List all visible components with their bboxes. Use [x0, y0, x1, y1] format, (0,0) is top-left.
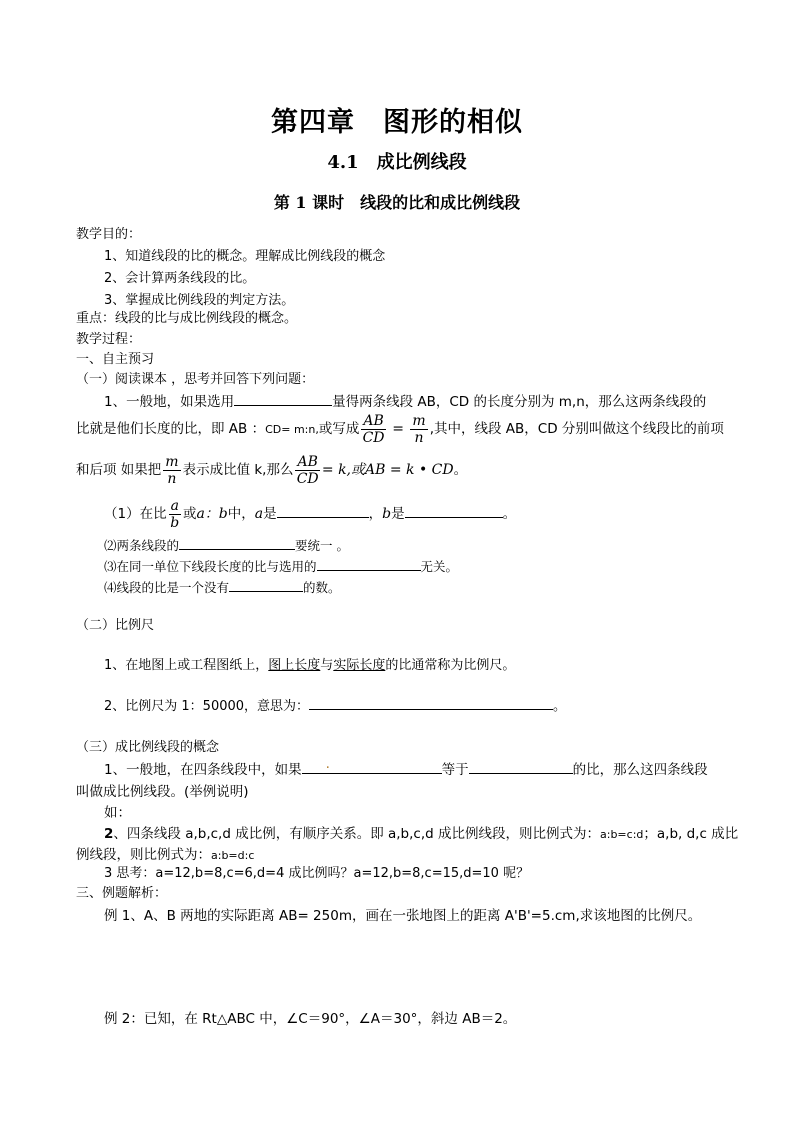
paragraph-line — [104, 654, 515, 673]
question-line — [104, 578, 341, 596]
question-line — [104, 557, 458, 575]
text: ， — [368, 506, 383, 522]
fill-blank[interactable] — [234, 392, 332, 406]
question-line — [104, 536, 349, 554]
fill-blank[interactable] — [277, 504, 369, 518]
paragraph-line — [104, 390, 706, 410]
question-line — [104, 494, 516, 534]
text: 或写成 — [318, 421, 360, 437]
paragraph-line: 比就是他们长度的比，即 AB ：CD= m:n,或写成 $\frac{AB}{CD}$ = $\frac{m}{n}$ ,其中，线段 AB，CD 分别叫做这个线段比的前项 — [76, 412, 724, 446]
text: 。 — [453, 462, 468, 478]
text: ；a,b, d,c 成比 — [643, 826, 739, 842]
paragraph-line — [76, 843, 254, 863]
text: 的比，那么这四条线段 — [572, 762, 708, 778]
text: （1）在比 — [104, 506, 167, 522]
text: ,其中，线段 AB，CD 分别叫做这个线段比的前项 — [429, 421, 724, 437]
text: 或 — [182, 506, 197, 522]
text: 表示成比值 k,那么 — [182, 462, 294, 478]
paragraph-line — [104, 758, 708, 778]
text: ⑶在同一单位下线段长度的比与选用的 — [104, 559, 317, 574]
text: 是 — [391, 506, 405, 522]
paragraph-line — [76, 450, 467, 490]
numerator: AB — [363, 412, 384, 429]
text: 要统一 。 — [295, 538, 349, 553]
text: ⑵两条线段的 — [104, 538, 180, 553]
text: 中， — [227, 506, 255, 522]
text: 无关。 — [420, 559, 459, 574]
page-title: 第四章 图形的相似 — [271, 107, 523, 138]
fill-blank[interactable] — [317, 557, 421, 571]
text: 2 — [104, 826, 114, 842]
denominator: n — [414, 429, 424, 446]
subsection-heading: （三）成比例线段的概念 — [76, 740, 220, 755]
example-2: 例 2：已知，在 Rt△ABC 中，∠C＝90°，∠A＝30°，斜边 AB＝2。 — [104, 1011, 517, 1027]
paragraph-line: 3 思考：a=12,b=8,c=6,d=4 成比例吗？a=12,b=8,c=15,d=10 呢？ — [104, 866, 530, 881]
paragraph-line: 叫做成比例线段。(举例说明) — [76, 784, 249, 800]
text: 例线段，则比例式为： — [76, 847, 211, 863]
text: 1、在地图上或工程图纸上， — [104, 658, 269, 673]
paragraph-line — [104, 695, 566, 714]
text: 。 — [553, 699, 567, 714]
text: 2、比例尺为 1：50000，意思为： — [104, 699, 310, 714]
denominator: b — [170, 514, 180, 531]
denominator: CD — [362, 429, 385, 446]
objective-item: 1、知道线段的比的概念。理解成比例线段的概念 — [104, 249, 386, 264]
numerator: m — [165, 453, 179, 470]
example-1: 例 1、A、B 两地的实际距离 AB= 250m，画在一张地图上的距离 A'B'=5.cm,求该地图的比例尺。 — [104, 908, 702, 924]
objectives-label: 教学目的： — [76, 227, 142, 242]
part-heading: 三、例题解析： — [76, 886, 168, 901]
denominator: CD — [296, 470, 319, 487]
objective-item: 2、会计算两条线段的比。 — [104, 271, 256, 286]
text: 的数。 — [303, 580, 341, 595]
text: 量得两条线段 AB，CD 的长度分别为 m,n，那么这两条线段的 — [332, 394, 707, 410]
fraction-a-b — [169, 498, 181, 531]
var-a: a — [254, 506, 264, 522]
underlined-term: 图上长度 — [268, 658, 321, 673]
underlined-term: 实际长度 — [333, 658, 386, 673]
denominator: n — [167, 470, 177, 487]
section-title: 4.1 成比例线段 — [327, 152, 467, 173]
key-point: 重点：线段的比与成比例线段的概念。 — [76, 311, 298, 326]
paragraph-line — [104, 822, 738, 842]
text: 的比通常称为比例尺。 — [385, 658, 516, 673]
text: a:b=c:d — [600, 828, 644, 841]
var-b: b — [382, 506, 392, 522]
process-label: 教学过程： — [76, 332, 142, 347]
lesson-title: 第 1 课时 线段的比和成比例线段 — [273, 193, 521, 212]
text: 、四条线段 a,b,c,d 成比例，有顺序关系。即 a,b,c,d 成比例线段，则比例式为： — [113, 826, 600, 842]
fill-blank[interactable] — [309, 696, 553, 710]
fraction-m-n — [163, 454, 180, 487]
fraction-ab-cd — [361, 413, 385, 446]
text: CD= m:n, — [265, 423, 319, 436]
fraction-m-n — [410, 413, 427, 446]
text: a:b=d:c — [211, 849, 255, 862]
fill-blank[interactable] — [405, 504, 503, 518]
part-heading: 一、自主预习 — [76, 352, 155, 367]
dot: . — [325, 756, 330, 772]
fill-blank[interactable] — [469, 760, 573, 774]
formula: = k,或AB = k • CD — [321, 462, 454, 478]
text: 1、一般地，如果选用 — [104, 394, 235, 410]
text: 1、一般地，在四条线段中，如果 — [104, 762, 302, 778]
numerator: m — [412, 412, 426, 429]
numerator: a — [170, 497, 179, 514]
text: 。 — [502, 506, 517, 522]
text: 和后项 如果把 — [76, 462, 162, 478]
fill-blank[interactable] — [302, 756, 442, 774]
fill-blank[interactable] — [179, 536, 295, 550]
subsection-heading: （一）阅读课本 ，思考并回答下列问题： — [76, 372, 315, 387]
numerator: AB — [297, 453, 318, 470]
text: 比就是他们长度的比，即 AB ： — [76, 421, 266, 437]
text: 与 — [320, 658, 334, 673]
subsection-heading: （二）比例尺 — [76, 618, 155, 633]
fraction-ab-cd — [295, 454, 319, 487]
text: ⑷线段的比是一个没有 — [104, 580, 230, 595]
paragraph-line: 如： — [104, 805, 131, 821]
text: 等于 — [441, 762, 469, 778]
fill-blank[interactable] — [229, 578, 303, 592]
ratio: a：b — [196, 506, 228, 522]
text: 是 — [263, 506, 277, 522]
objective-item: 3、掌握成比例线段的判定方法。 — [104, 293, 295, 308]
